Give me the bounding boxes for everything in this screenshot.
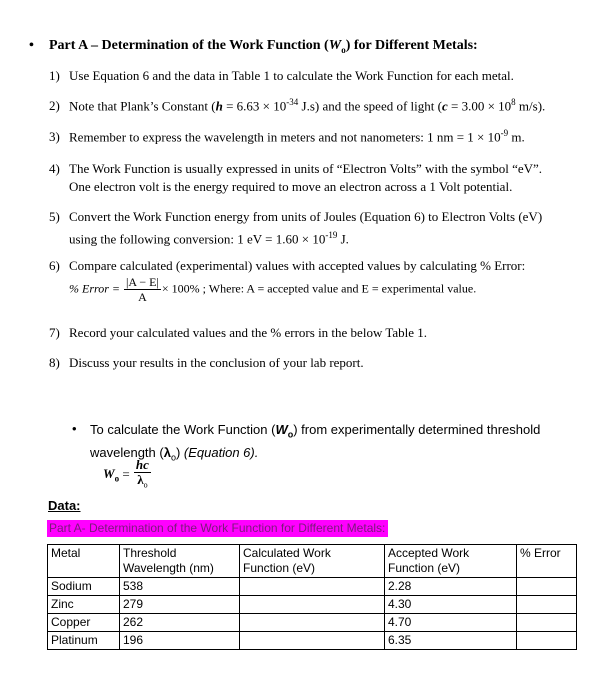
instruction-text: m. xyxy=(508,129,525,145)
instruction-text: Convert the Work Function energy from units of Joules (Equation 6) to Electron Volts (eV) xyxy=(69,209,543,224)
instruction-number: 7) xyxy=(49,325,60,340)
instruction-3 xyxy=(49,128,525,145)
heading-prefix: Part A – Determination of the Work Function ( xyxy=(49,38,329,53)
instruction-5 xyxy=(49,208,542,248)
instruction-text: One electron volt is the energy required to move an electron across a 1 Volt potential. xyxy=(69,179,513,194)
instruction-text: using the following conversion: 1 eV = 1.60 × 10 xyxy=(69,231,326,247)
instruction-1 xyxy=(49,68,514,84)
instruction-text: m/s). xyxy=(515,98,546,114)
cell-accepted: 6.35 xyxy=(385,632,517,650)
cell-metal: Sodium xyxy=(48,578,120,596)
heading-bullet: • xyxy=(29,38,34,53)
instruction-text: J. xyxy=(337,231,349,247)
light-speed-exponent: 8 xyxy=(511,97,516,107)
header-error: % Error xyxy=(517,545,577,578)
instruction-number: 2) xyxy=(49,98,60,114)
note-text: To calculate the Work Function ( xyxy=(90,422,276,437)
cell-accepted: 4.70 xyxy=(385,614,517,632)
table-row xyxy=(48,614,577,632)
lambda-symbol: λ xyxy=(163,444,171,460)
equation-denominator: A xyxy=(138,290,147,304)
percent-error-equation xyxy=(69,275,476,304)
planck-symbol: h xyxy=(215,98,223,114)
equation-lhs-sub: o xyxy=(114,473,120,484)
header-accepted: Accepted Work Function (eV) xyxy=(385,545,517,578)
cell-error[interactable] xyxy=(517,632,577,650)
table-header-row xyxy=(48,545,577,578)
table-row xyxy=(48,578,577,596)
equation-numerator: hc xyxy=(135,457,149,472)
cell-metal: Copper xyxy=(48,614,120,632)
instruction-text: = 6.63 × 10 xyxy=(222,98,287,114)
cell-error[interactable] xyxy=(517,578,577,596)
instruction-text: Compare calculated (experimental) values with accepted values by calculating % Error: xyxy=(69,258,526,273)
cell-calculated[interactable] xyxy=(240,578,385,596)
instruction-text: Note that Plank’s Constant ( xyxy=(69,98,216,114)
equation-rhs: × 100% ; Where: A = accepted value and E = experimental value. xyxy=(161,281,477,296)
heading-symbol: W xyxy=(328,38,342,53)
instruction-text: Record your calculated values and the % errors in the below Table 1. xyxy=(69,325,428,340)
instruction-number: 6) xyxy=(49,258,60,273)
equation-fraction xyxy=(134,458,151,493)
work-function-symbol: W xyxy=(275,422,288,437)
instruction-text: J.s) and the speed of light ( xyxy=(298,98,442,114)
ev-exponent: -19 xyxy=(325,230,338,240)
instruction-text: Remember to express the wavelength in meters and not nanometers: 1 nm = 1 × 10 xyxy=(69,129,501,145)
table-row xyxy=(48,632,577,650)
instruction-number: 4) xyxy=(49,161,60,176)
lambda-sub: o xyxy=(170,452,176,463)
equation-reference: (Equation 6). xyxy=(183,444,259,460)
instruction-6 xyxy=(49,258,525,274)
cell-calculated[interactable] xyxy=(240,614,385,632)
cell-wavelength: 196 xyxy=(120,632,240,650)
cell-wavelength: 538 xyxy=(120,578,240,596)
instruction-text: The Work Function is usually expressed in units of “Electron Volts” with the symbol “eV”. xyxy=(69,161,543,176)
note-text: ) from experimentally determined threshold xyxy=(293,422,541,437)
equation-denominator: λ xyxy=(137,472,144,487)
instruction-number: 5) xyxy=(49,209,60,224)
equation-equals: = xyxy=(119,466,133,482)
equation-lhs: W xyxy=(103,466,115,482)
equation-fraction xyxy=(124,275,161,304)
instruction-number: 8) xyxy=(49,355,60,370)
cell-calculated[interactable] xyxy=(240,632,385,650)
equation-lhs: % Error = xyxy=(69,281,120,296)
instruction-number: 3) xyxy=(49,129,60,145)
header-calculated: Calculated Work Function (eV) xyxy=(240,545,385,578)
note-text: wavelength ( xyxy=(90,444,164,460)
instruction-text: = 3.00 × 10 xyxy=(447,98,512,114)
planck-exponent: -34 xyxy=(286,97,299,107)
nm-exponent: -9 xyxy=(500,128,509,138)
cell-metal: Platinum xyxy=(48,632,120,650)
table-row xyxy=(48,596,577,614)
instruction-4 xyxy=(49,160,542,196)
instruction-number: 1) xyxy=(49,68,60,83)
table-title: Part A- Determination of the Work Function for Different Metals: xyxy=(47,520,388,537)
cell-metal: Zinc xyxy=(48,596,120,614)
heading-suffix: ) for Different Metals: xyxy=(345,38,478,53)
heading-symbol-sub: o xyxy=(341,44,346,55)
cell-accepted: 2.28 xyxy=(385,578,517,596)
cell-error[interactable] xyxy=(517,614,577,632)
work-function-sub: o xyxy=(287,429,294,440)
work-function-note xyxy=(90,421,540,466)
light-speed-symbol: c xyxy=(441,98,448,114)
equation-denominator-sub: o xyxy=(143,480,148,490)
instruction-8 xyxy=(49,355,364,371)
note-text: ) xyxy=(175,444,184,460)
instruction-2 xyxy=(49,97,545,114)
equation-numerator: |A − E| xyxy=(126,275,159,289)
cell-accepted: 4.30 xyxy=(385,596,517,614)
header-threshold: Threshold Wavelength (nm) xyxy=(120,545,240,578)
instruction-7 xyxy=(49,325,427,341)
cell-error[interactable] xyxy=(517,596,577,614)
work-function-equation xyxy=(103,458,152,493)
cell-wavelength: 262 xyxy=(120,614,240,632)
instruction-text: Use Equation 6 and the data in Table 1 to calculate the Work Function for each metal. xyxy=(69,68,514,83)
cell-wavelength: 279 xyxy=(120,596,240,614)
sub-bullet: • xyxy=(72,421,77,436)
header-metal: Metal xyxy=(48,545,120,578)
data-table xyxy=(47,544,577,650)
data-label: Data: xyxy=(48,498,81,513)
instruction-text: Discuss your results in the conclusion of your lab report. xyxy=(69,355,364,370)
cell-calculated[interactable] xyxy=(240,596,385,614)
part-a-heading xyxy=(29,38,478,55)
